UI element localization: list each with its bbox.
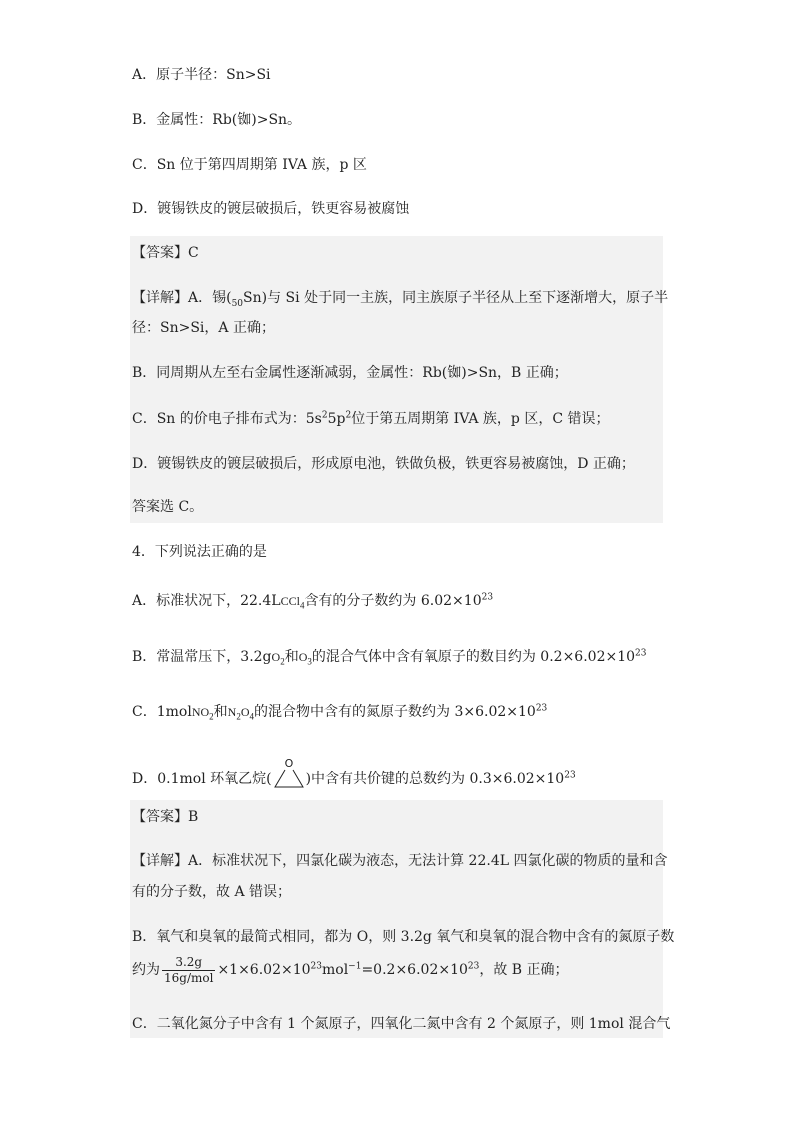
q4-option-d: D．0.1mol 环氧乙烷( O )中含有共价键的总数约为 $0.3\times 6.02\times 10^{23}$ [132,757,576,787]
q4-detail-c: C．二氧化氮分子中含有 1 个氮原子，四氧化二氮中含有 2 个氮原子，则 1mol 混合气 [132,1016,671,1032]
q3-detail-d: D．镀锡铁皮的镀层破损后，形成原电池，铁做负极，铁更容易被腐蚀，D 正确； [132,456,635,472]
q3-option-b: B．金属性：Rb(铷)>Sn。 [132,112,302,128]
q4-detail-b-cont: 约为 $\frac{3.2g}{\text{16g/mol}}$ $\times 1\times 6.02\times 10^{23}mol^{-1}=0.2\times 6.02\times 10^{23}$，故 B 正确； [132,954,569,985]
q3-answer: 【答案】C [132,245,199,261]
ccl4-formula: CCl$_4$ [280,594,305,611]
q3-option-d: D．镀锡铁皮的镀层破损后，铁更容易被腐蚀 [132,201,410,217]
detail-tag: 【详解】 [132,290,188,306]
q3-detail-c: C．Sn 的价电子排布式为：$5s^25p^2$位于第五周期第 IVA 族，p 区，C 错误； [132,410,610,427]
q4-answer: 【答案】B [132,809,199,825]
epoxide-oxygen-label: O [284,757,293,770]
q4-stem: 4．下列说法正确的是 [132,544,267,560]
o2-formula: $O_2$ [271,650,285,667]
q4-detail-b: B．氧气和臭氧的最简式相同，都为 O，则 3.2g 氧气和臭氧的混合物中含有的氮原子数 [132,929,675,945]
no2-formula: $NO_2$ [191,705,214,722]
q3-option-c: C．Sn 位于第四周期第 IVA 族，p 区 [132,157,367,173]
q3-conclusion: 答案选 C。 [132,499,204,515]
q4-detail-a-cont: 有的分子数，故 A 错误； [132,884,292,900]
molar-fraction: $\frac{3.2g}{\text{16g/mol}}$ [164,954,214,985]
q4-detail-a: 【详解】A．标准状况下，四氯化碳为液态，无法计算 22.4L 四氯化碳的物质的量和含 [132,853,668,869]
q4-option-c: C．1molNO$_2$和$N_2O_4$的混合物中含有的氮原子数约为 $3\times 6.02\times 10^{23}$ [132,703,548,722]
q4-option-a: A．标准状况下，22.4LCCl$_4$含有的分子数约为 $6.02\times 10^{23}$ [132,592,494,611]
o3-formula: $O_3$ [298,650,312,667]
epoxide-ring-icon [272,757,306,789]
n2o4-formula: $N_2O_4$ [227,705,254,722]
q3-detail-a-cont: 径：Sn>Si，A 正确； [132,320,275,336]
q3-option-a: A．原子半径：Sn>Si [132,67,271,83]
q4-answer-block [130,800,663,1038]
q4-option-b: B．常温常压下，$3.2gO_2$和$O_3$的混合气体中含有氧原子的数目约为 $0.2\times 6.02\times 10^{23}$ [132,648,647,667]
q3-detail-b: B．同周期从左至右金属性逐渐减弱，金属性：Rb(铷)>Sn，B 正确； [132,365,568,381]
q3-detail-a: 【详解】A．锡$(_{50}Sn)$与 Si 处于同一主族，同主族原子半径从上至下逐渐增大，原子半 [132,290,669,309]
detail-tag: 【详解】 [132,853,188,869]
